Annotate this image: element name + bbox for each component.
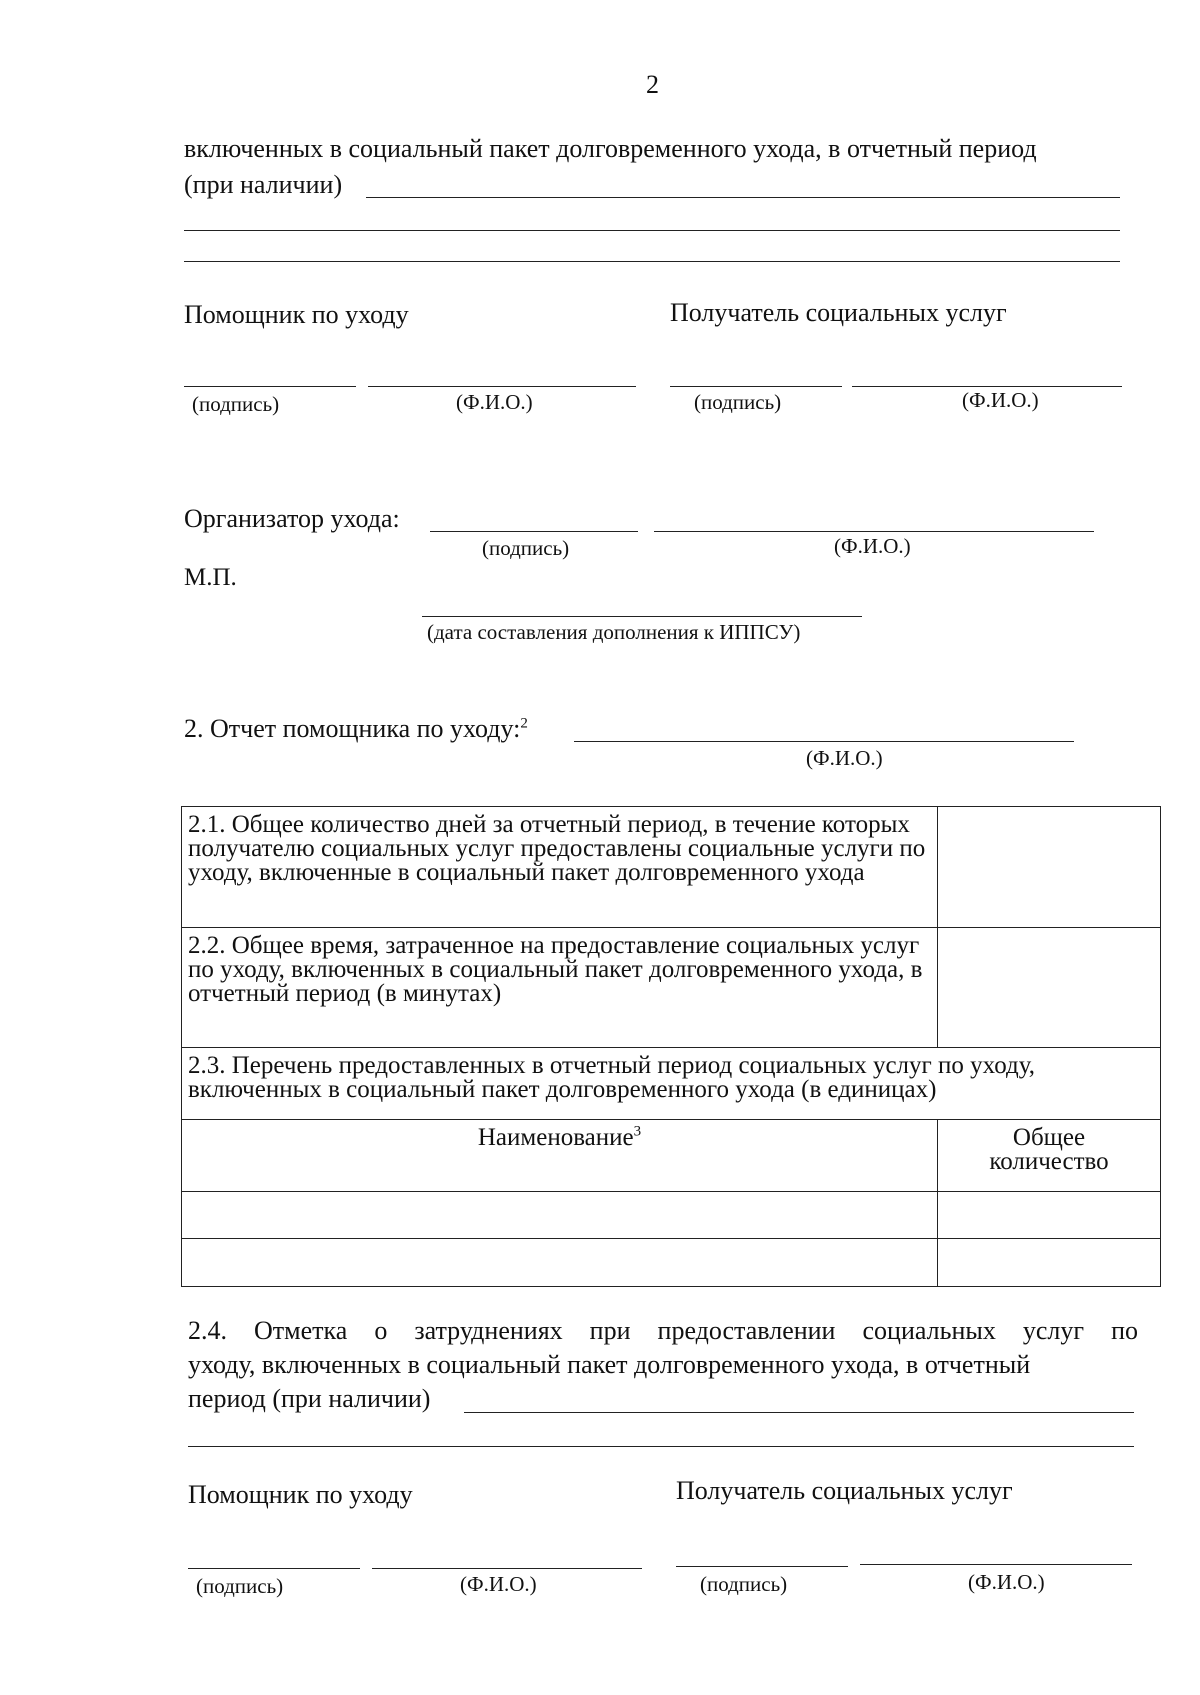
fio-caption: (Ф.И.О.): [806, 746, 883, 770]
section-2-4-line2: уходу, включенных в социальный пакет долговременного ухода, в отчетный: [188, 1350, 1031, 1379]
table-row: [182, 1239, 1161, 1287]
fill-line[interactable]: [184, 261, 1120, 262]
recipient-title: Получатель социальных услуг: [670, 298, 1007, 327]
table-header-row: [182, 1120, 1161, 1192]
service-quantity-cell[interactable]: [938, 1239, 1161, 1287]
table-row: [182, 1192, 1161, 1239]
fio-caption: (Ф.И.О.): [460, 1572, 537, 1596]
column-header-name-text: Наименование: [477, 1124, 634, 1151]
row-2-1-label: 2.1. Общее количество дней за отчетный период, в течение которых получателю социальных услуг предоставлены социальные услуги по уходу, включенные в социальный пакет долговременного ухода: [182, 807, 938, 928]
column-header-name: [182, 1120, 938, 1192]
signature-caption: (подпись): [482, 536, 570, 560]
service-quantity-cell[interactable]: [938, 1192, 1161, 1239]
footnote-ref: 3: [633, 1123, 642, 1140]
column-header-quantity: [938, 1120, 1161, 1192]
signature-line[interactable]: [670, 386, 842, 387]
fio-line[interactable]: [368, 386, 636, 387]
column-header-quantity-line2: количество: [989, 1148, 1109, 1175]
column-header-quantity-line1: Общее: [1012, 1124, 1086, 1151]
service-name-cell[interactable]: [182, 1239, 938, 1287]
section-2-heading: [184, 714, 528, 744]
helper-title: Помощник по уходу: [184, 300, 409, 329]
page-number: 2: [646, 70, 659, 99]
signature-caption: (подпись): [196, 1574, 284, 1598]
top-text-line2: (при наличии): [184, 170, 343, 199]
fio-caption: (Ф.И.О.): [834, 534, 911, 558]
date-caption: (дата составления дополнения к ИППСУ): [427, 620, 801, 644]
signature-caption: (подпись): [700, 1572, 788, 1596]
fill-line[interactable]: [188, 1446, 1134, 1447]
fio-line[interactable]: [852, 386, 1122, 387]
table-row: [182, 928, 1161, 1048]
helper-title: Помощник по уходу: [188, 1480, 413, 1509]
row-2-2-label: 2.2. Общее время, затраченное на предоставление социальных услуг по уходу, включенных в социальный пакет долговременного ухода, в отчетный период (в минутах): [182, 928, 938, 1048]
service-name-cell[interactable]: [182, 1192, 938, 1239]
date-line[interactable]: [422, 616, 862, 617]
report-table: [181, 806, 1161, 1287]
fio-line[interactable]: [654, 531, 1094, 532]
section-2-4-line3: период (при наличии): [188, 1384, 431, 1413]
row-2-2-value-cell[interactable]: [938, 928, 1161, 1048]
section-2-heading-text: 2. Отчет помощника по уходу:: [184, 714, 521, 743]
top-text-line1: включенных в социальный пакет долговременного ухода, в отчетный период: [184, 134, 1037, 163]
signature-caption: (подпись): [694, 390, 782, 414]
signature-line[interactable]: [188, 1568, 360, 1569]
row-2-3-label: 2.3. Перечень предоставленных в отчетный период социальных услуг по уходу, включенных в социальный пакет долговременного ухода (в единицах): [182, 1048, 1161, 1120]
fill-line[interactable]: [464, 1412, 1134, 1413]
table-row: [182, 807, 1161, 928]
section-2-4-line1: 2.4. Отметка о затруднениях при предоставлении социальных услуг по: [188, 1316, 1138, 1345]
fio-caption: (Ф.И.О.): [456, 390, 533, 414]
organizer-label: Организатор ухода:: [184, 504, 400, 533]
footnote-ref: 2: [520, 715, 528, 732]
table-row: [182, 1048, 1161, 1120]
fio-caption: (Ф.И.О.): [962, 388, 1039, 412]
fill-line[interactable]: [366, 197, 1120, 198]
fio-line[interactable]: [574, 741, 1074, 742]
stamp-label: М.П.: [184, 564, 237, 591]
fio-caption: (Ф.И.О.): [968, 1570, 1045, 1594]
recipient-title: Получатель социальных услуг: [676, 1476, 1013, 1505]
fio-line[interactable]: [372, 1568, 642, 1569]
signature-line[interactable]: [430, 531, 638, 532]
signature-line[interactable]: [676, 1566, 848, 1567]
signature-caption: (подпись): [192, 392, 280, 416]
signature-line[interactable]: [184, 386, 356, 387]
fio-line[interactable]: [860, 1564, 1132, 1565]
fill-line[interactable]: [184, 230, 1120, 231]
row-2-1-value-cell[interactable]: [938, 807, 1161, 928]
